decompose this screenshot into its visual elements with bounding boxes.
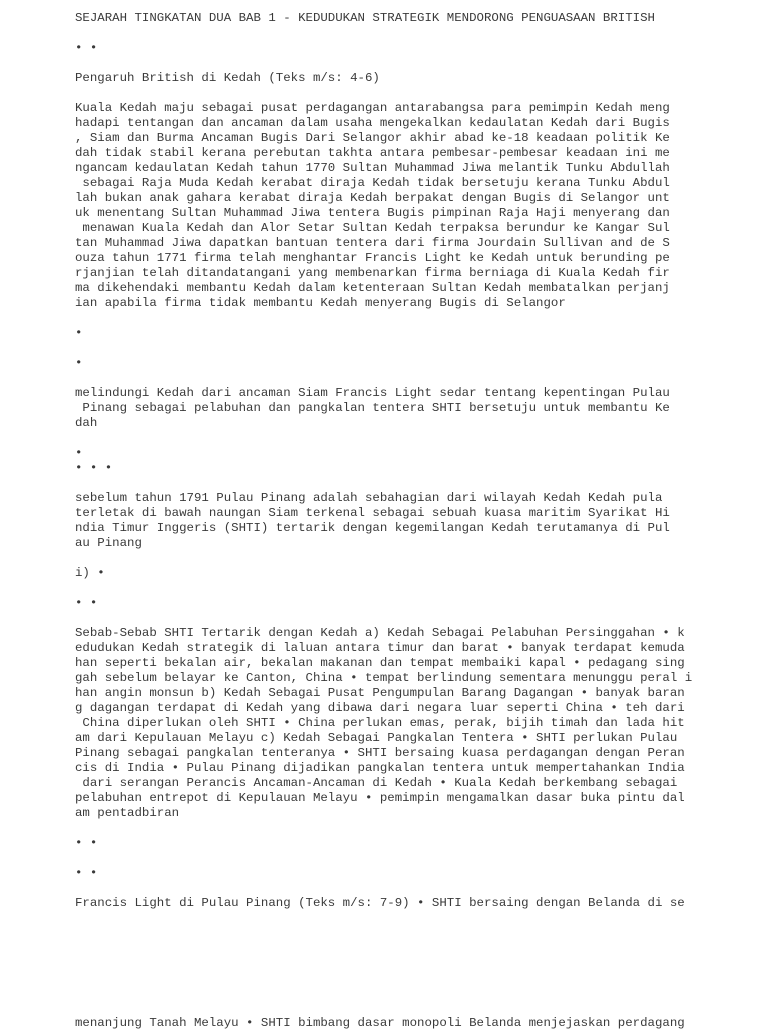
text-line: lah bukan anak gahara kerabat diraja Kedah berpakat dengan Bugis di Selangor unt <box>75 191 670 205</box>
text-line: am dari Kepulauan Melayu c) Kedah Sebagai Pangkalan Tentera • SHTI perlukan Pulau <box>75 731 678 745</box>
text-line: dari serangan Perancis Ancaman-Ancaman di Kedah • Kuala Kedah berkembang sebagai <box>75 776 678 790</box>
text-line: China diperlukan oleh SHTI • China perlukan emas, perak, bijih timah dan lada hit <box>75 716 685 730</box>
text-line: tan Muhammad Jiwa dapatkan bantuan tentera dari firma Jourdain Sullivan and de S <box>75 236 670 250</box>
text-line: , Siam dan Burma Ancaman Bugis Dari Selangor akhir abad ke-18 keadaan politik Ke <box>75 131 670 145</box>
text-line: ma dikehendaki membantu Kedah dalam ketenteraan Sultan Kedah membatalkan perjanj <box>75 281 670 295</box>
text-line: sebelum tahun 1791 Pulau Pinang adalah sebahagian dari wilayah Kedah Kedah pula <box>75 491 663 505</box>
bullet-group: • • <box>75 836 98 850</box>
text-line: edudukan Kedah strategik di laluan antara timur dan barat • banyak terdapat kemuda <box>75 641 685 655</box>
paragraph-shti-belanda: menanjung Tanah Melayu • SHTI bimbang dasar monopoli Belanda menjejaskan perdagang <box>75 1016 685 1030</box>
bullet-group: • <box>75 446 83 460</box>
text-line: han angin monsun b) Kedah Sebagai Pusat Pengumpulan Barang Dagangan • banyak baran <box>75 686 685 700</box>
document-header: SEJARAH TINGKATAN DUA BAB 1 - KEDUDUKAN STRATEGIK MENDORONG PENGUASAAN BRITISH <box>75 11 655 25</box>
text-line: menawan Kuala Kedah dan Alor Setar Sultan Kedah terpaksa berundur ke Kangar Sul <box>75 221 670 235</box>
paragraph-francis-light <box>75 386 695 431</box>
paragraph-shti-reasons <box>75 626 695 821</box>
text-line: pelabuhan entrepot di Kepulauan Melayu • pemimpin mengamalkan dasar buka pintu dal <box>75 791 685 805</box>
text-line: Pinang sebagai pangkalan tenteranya • SHTI bersaing kuasa perdagangan dengan Peran <box>75 746 685 760</box>
text-line: hadapi tentangan dan ancaman dalam usaha mengekalkan kedaulatan Kedah dari Bugis <box>75 116 670 130</box>
text-line: Sebab-Sebab SHTI Tertarik dengan Kedah a) Kedah Sebagai Pelabuhan Persinggahan • k <box>75 626 685 640</box>
text-line: ian apabila firma tidak membantu Kedah menyerang Bugis di Selangor <box>75 296 566 310</box>
text-line: rjanjian telah ditandatangani yang membenarkan firma berniaga di Kuala Kedah fir <box>75 266 670 280</box>
text-line: Pinang sebagai pelabuhan dan pangkalan tentera SHTI bersetuju untuk membantu Ke <box>75 401 670 415</box>
text-line: am pentadbiran <box>75 806 180 820</box>
text-line: gah sebelum belayar ke Canton, China • tempat berlindung sementara menunggu peral i <box>75 671 693 685</box>
text-line: Kuala Kedah maju sebagai pusat perdagangan antarabangsa para pemimpin Kedah meng <box>75 101 670 115</box>
text-line: cis di India • Pulau Pinang dijadikan pangkalan tentera untuk mempertahankan India <box>75 761 685 775</box>
bullet-group: i) • <box>75 566 105 580</box>
bullet-group: • • <box>75 41 98 55</box>
bullet-group: • • • <box>75 461 113 475</box>
bullet-group: • <box>75 356 83 370</box>
text-line: uk menentang Sultan Muhammad Jiwa tentera Bugis pimpinan Raja Haji menyerang dan <box>75 206 670 220</box>
bullet-group: • • <box>75 866 98 880</box>
paragraph-francis-light-penang: Francis Light di Pulau Pinang (Teks m/s: 7-9) • SHTI bersaing dengan Belanda di se <box>75 896 685 910</box>
paragraph-kedah-history <box>75 101 695 311</box>
text-line: dah tidak stabil kerana perebutan takhta antara pembesar-pembesar keadaan ini me <box>75 146 670 160</box>
text-line: g dagangan terdapat di Kedah yang dibawa dari negara luar seperti China • teh dari <box>75 701 685 715</box>
text-line: ngancam kedaulatan Kedah tahun 1770 Sultan Muhammad Jiwa melantik Tunku Abdullah <box>75 161 670 175</box>
text-line: au Pinang <box>75 536 142 550</box>
bullet-group: • <box>75 326 83 340</box>
text-line: melindungi Kedah dari ancaman Siam Francis Light sedar tentang kepentingan Pulau <box>75 386 670 400</box>
text-line: terletak di bawah naungan Siam terkenal sebagai sebuah kuasa maritim Syarikat Hi <box>75 506 670 520</box>
text-line: ouza tahun 1771 firma telah menghantar Francis Light ke Kedah untuk berunding pe <box>75 251 670 265</box>
text-line: dah <box>75 416 98 430</box>
paragraph-pulau-pinang <box>75 491 695 551</box>
text-line: ndia Timur Inggeris (SHTI) tertarik dengan kegemilangan Kedah terutamanya di Pul <box>75 521 670 535</box>
text-line: han seperti bekalan air, bekalan makanan dan tempat membaiki kapal • pedagang sing <box>75 656 685 670</box>
document-page <box>75 11 695 1031</box>
bullet-group: • • <box>75 596 98 610</box>
section-title-kedah: Pengaruh British di Kedah (Teks m/s: 4-6) <box>75 71 380 85</box>
text-line: sebagai Raja Muda Kedah kerabat diraja Kedah tidak bersetuju kerana Tunku Abdul <box>75 176 670 190</box>
